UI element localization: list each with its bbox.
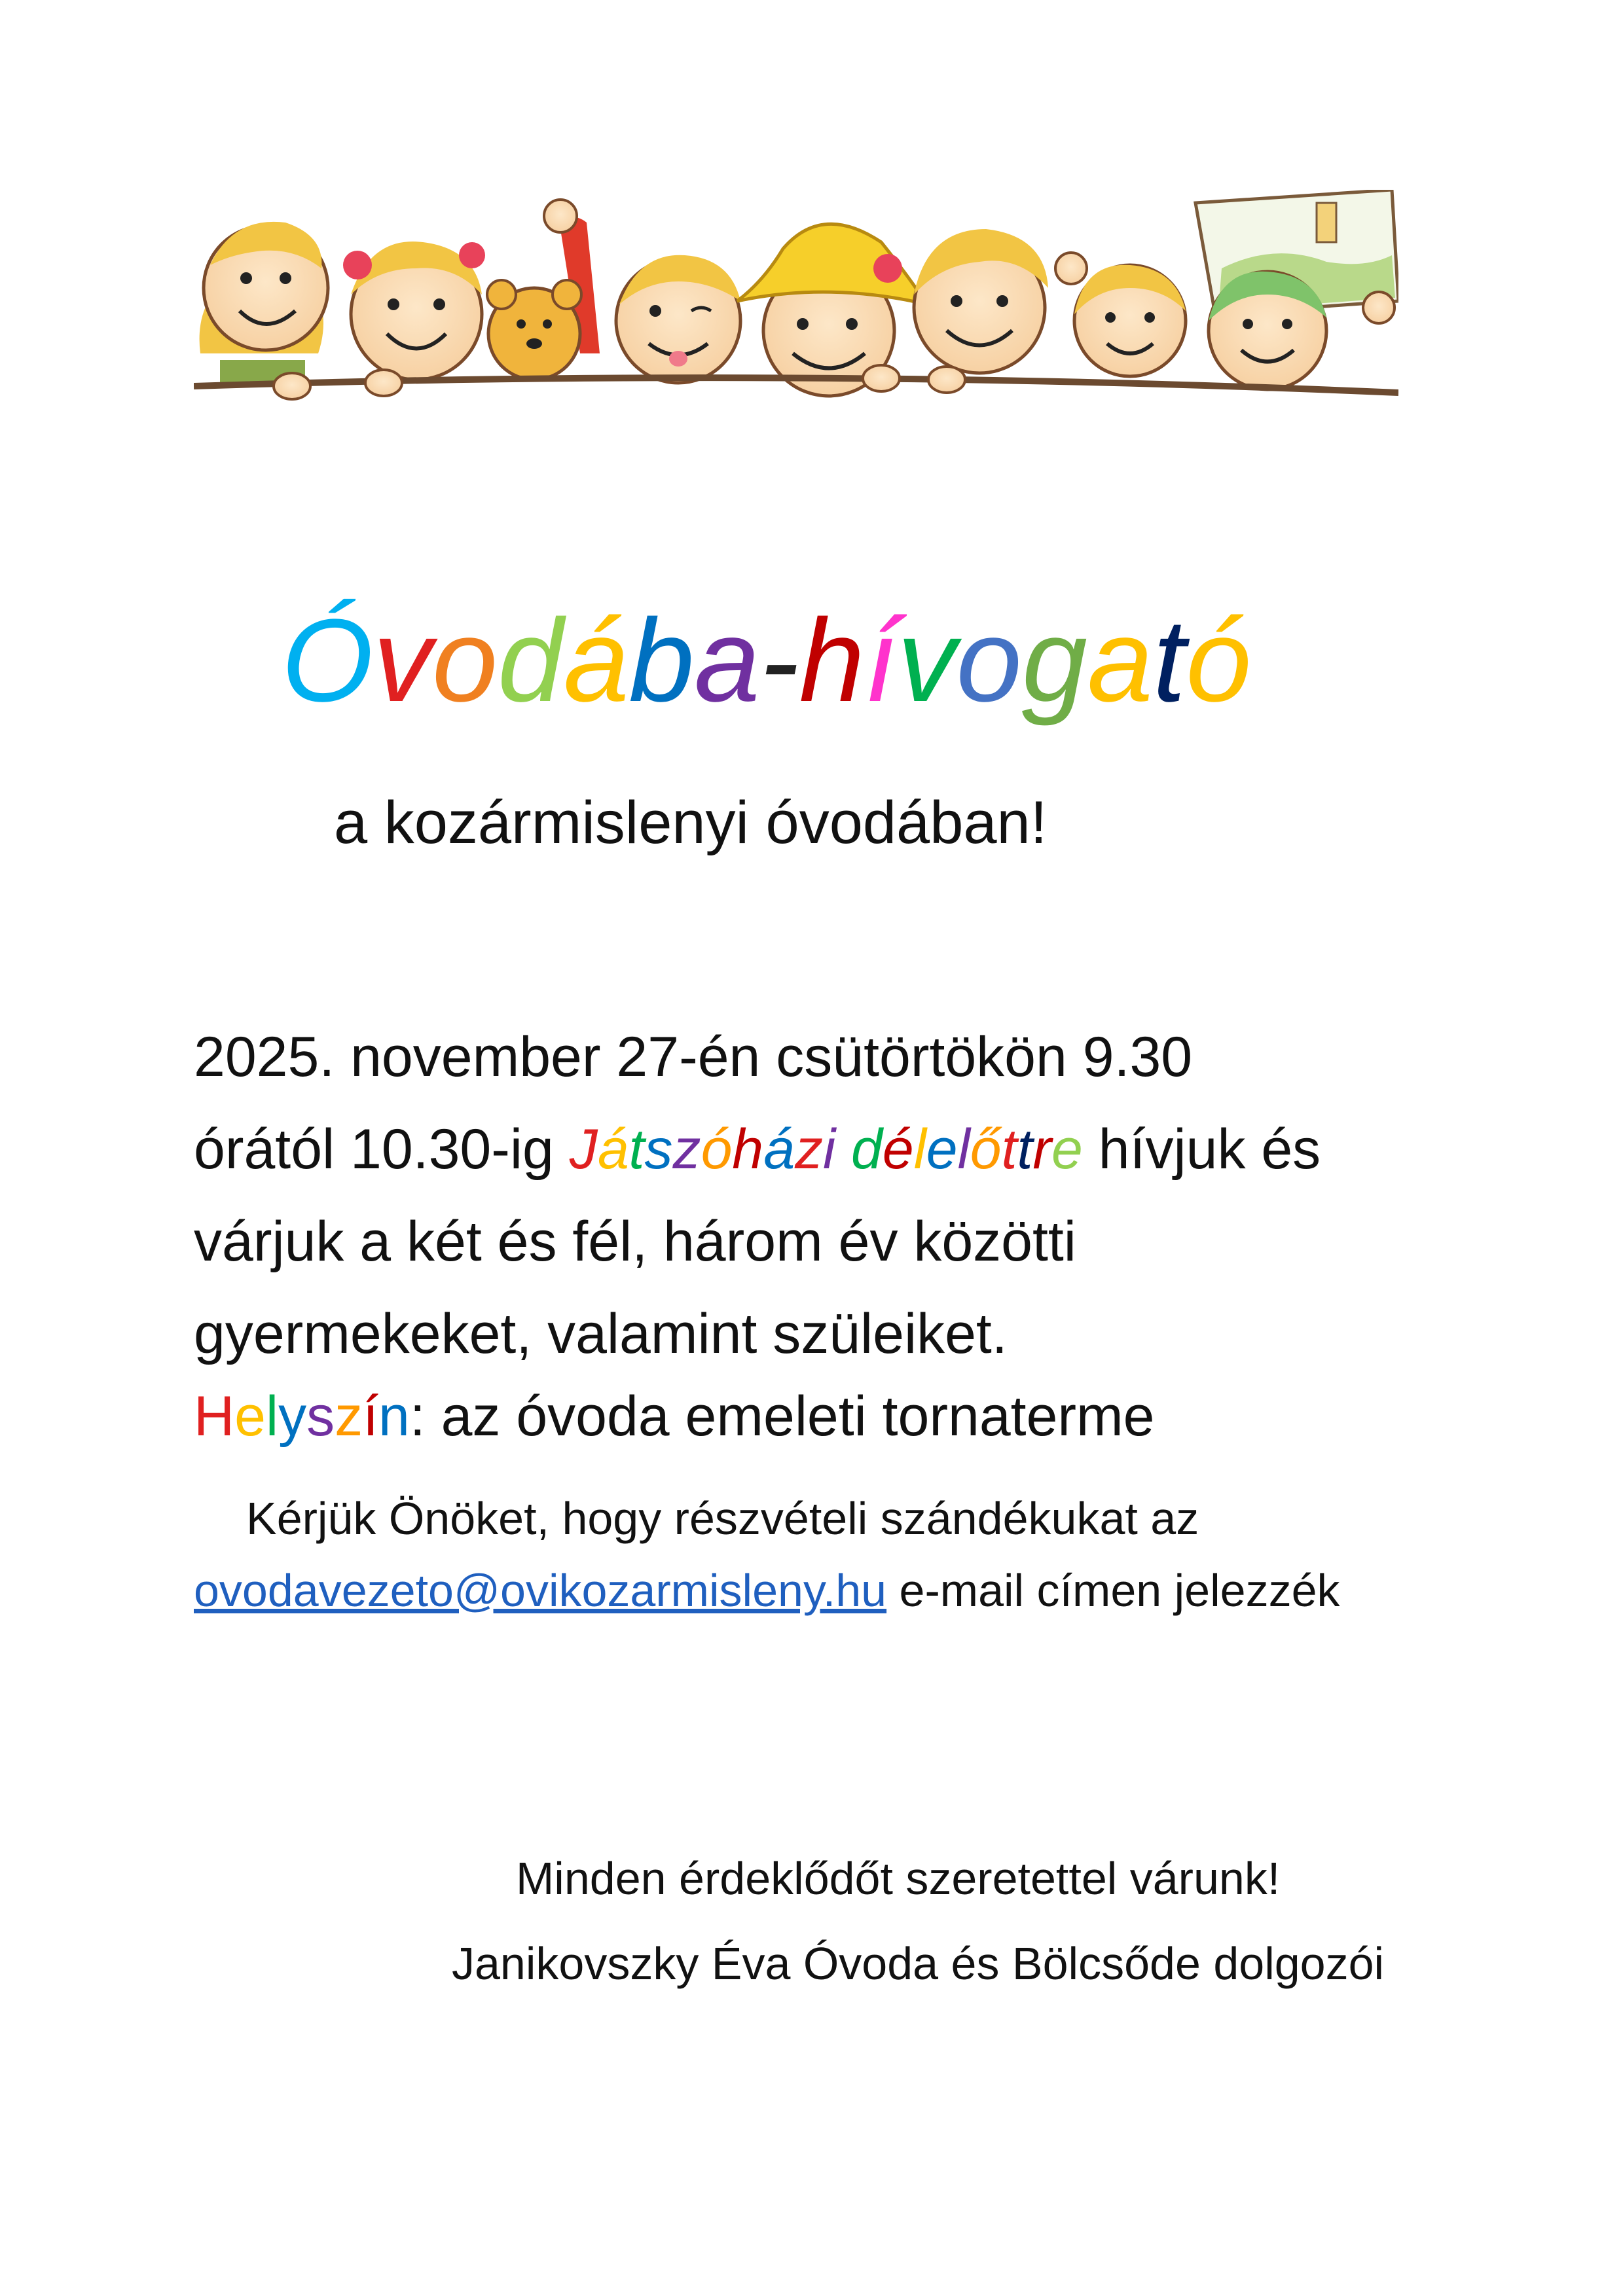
request-line-1: Kérjük Önöket, hogy részvételi szándékukat az (246, 1493, 1199, 1544)
event-name-rainbow (570, 1118, 1083, 1181)
event-name-letter: J (569, 1118, 598, 1181)
location-label-rainbow (194, 1385, 410, 1448)
invite-text: hívjuk és (1082, 1118, 1321, 1181)
location-label-letter: H (194, 1385, 235, 1448)
location-line (194, 1384, 1155, 1449)
description-line-1: 2025. november 27-én csütörtökön 9.30 (194, 1026, 1193, 1088)
location-label-letter: í (363, 1385, 378, 1448)
email-link[interactable]: ovodavezeto@ovikozarmisleny.hu (194, 1565, 887, 1616)
event-name-letter: é (882, 1118, 914, 1181)
title-letter: d (498, 595, 564, 726)
event-name-letter: r (1032, 1118, 1052, 1181)
event-name-letter: l (957, 1118, 970, 1181)
description-line-3: várjuk a két és fél, három év közötti (194, 1210, 1076, 1273)
event-name-letter: t (1017, 1118, 1033, 1181)
location-label-letter: l (265, 1385, 279, 1448)
event-name-letter: i (822, 1118, 836, 1181)
title-letter: o (956, 595, 1022, 726)
closing-greeting: Minden érdeklődőt szeretettel várunk! (516, 1853, 1281, 1904)
title-letter: á (563, 595, 629, 726)
title-letter: o (432, 595, 498, 726)
email-suffix: e-mail címen jelezzék (886, 1565, 1340, 1616)
event-name-letter: l (913, 1118, 926, 1181)
event-name-letter: á (597, 1118, 629, 1181)
title-letter: a (694, 595, 760, 726)
event-name-letter: á (763, 1118, 795, 1181)
event-name-letter: t (629, 1118, 645, 1181)
request-line-2 (194, 1564, 1340, 1617)
event-name-letter: t (1001, 1118, 1017, 1181)
event-name-letter: d (851, 1118, 883, 1181)
title-letter: v (373, 595, 433, 726)
title-letter: í (864, 595, 898, 726)
description-line-2 (194, 1103, 1438, 1196)
title-letter: ó (1185, 595, 1252, 726)
event-name-letter: s (644, 1118, 673, 1181)
event-name-letter: e (1051, 1118, 1083, 1181)
event-name-letter: h (732, 1118, 764, 1181)
title-letter: a (1087, 595, 1153, 726)
location-text: : az óvoda emeleti tornaterme (409, 1385, 1155, 1448)
description-line-4: gyermekeket, valamint szüleiket. (194, 1302, 1008, 1365)
event-description (194, 1011, 1438, 1380)
event-name-letter: ő (970, 1118, 1002, 1181)
location-label-letter: e (234, 1385, 266, 1448)
children-banner-illustration (194, 190, 1398, 425)
title-letter: v (897, 595, 957, 726)
title-letter: - (759, 595, 799, 726)
title-letter: Ó (282, 595, 374, 726)
title-letter: h (799, 595, 865, 726)
title-letter: t (1152, 595, 1186, 726)
time-text: órától 10.30-ig (194, 1118, 570, 1181)
event-name-letter: ó (701, 1118, 733, 1181)
location-label-letter: z (335, 1385, 363, 1448)
location-label-letter: n (378, 1385, 410, 1448)
location-label-letter: s (306, 1385, 335, 1448)
title-letter: b (629, 595, 695, 726)
event-name-letter (835, 1103, 851, 1196)
poster-title (282, 595, 1395, 726)
title-letter: g (1021, 595, 1087, 726)
closing-signature: Janikovszky Éva Óvoda és Bölcsőde dolgozói (452, 1938, 1385, 1989)
subtitle: a kozármislenyi óvodában! (334, 789, 1048, 856)
event-name-letter: z (672, 1118, 701, 1181)
event-name-letter: z (794, 1118, 823, 1181)
event-name-letter: e (926, 1118, 958, 1181)
location-label-letter: y (278, 1385, 307, 1448)
